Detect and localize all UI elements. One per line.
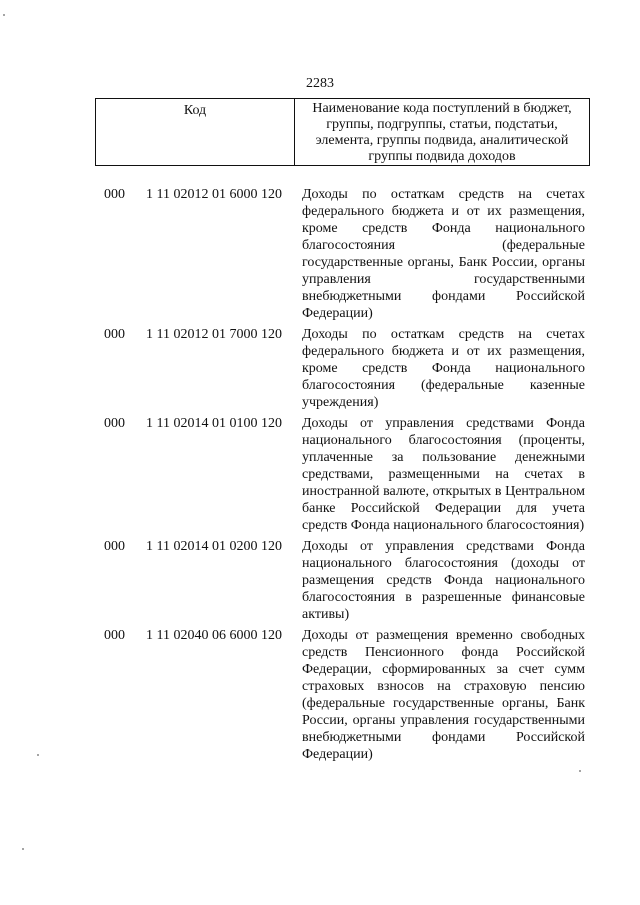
table-row xyxy=(0,186,640,322)
budget-code: 1 11 02040 06 6000 120 xyxy=(146,628,282,643)
scan-speck xyxy=(22,848,24,850)
income-code-list xyxy=(0,186,640,763)
admin-code: 000 xyxy=(104,187,125,202)
admin-code: 000 xyxy=(104,327,125,342)
header-code-cell: Код xyxy=(96,99,295,166)
admin-code: 000 xyxy=(104,416,125,431)
scan-speck xyxy=(37,754,39,756)
table-row xyxy=(0,415,640,534)
table-row xyxy=(0,538,640,623)
budget-code: 1 11 02012 01 6000 120 xyxy=(146,187,282,202)
budget-code: 1 11 02014 01 0200 120 xyxy=(146,539,282,554)
code-description: Доходы по остаткам средств на счетах федерального бюджета и от их размещения, кроме средств Фонда национального благосостояния (федеральные государственные органы, Банк России, органы управления государственными внебюджетными фондами Российской Федерации) xyxy=(302,187,585,321)
code-description: Доходы от управления средствами Фонда национального благосостояния (доходы от размещения средств Фонда национального благосостояния в разрешенные финансовые активы) xyxy=(302,539,585,622)
code-description: Доходы от управления средствами Фонда национального благосостояния (проценты, уплаченные за пользование денежными средствами, размещенными на счетах в иностранной валюте, открытых в Центральном банке Российской Федерации для учета средств Фонда национального благосостояния) xyxy=(302,416,585,533)
table-row xyxy=(0,326,640,411)
admin-code: 000 xyxy=(104,628,125,643)
page-number: 2283 xyxy=(306,76,334,91)
code-description: Доходы по остаткам средств на счетах федерального бюджета и от их размещения, кроме средств Фонда национального благосостояния (федеральные казенные учреждения) xyxy=(302,327,585,410)
admin-code: 000 xyxy=(104,539,125,554)
budget-code: 1 11 02014 01 0100 120 xyxy=(146,416,282,431)
scan-speck xyxy=(3,14,5,16)
scan-speck xyxy=(579,770,581,772)
table-header xyxy=(95,98,590,166)
header-name-cell: Наименование кода поступлений в бюджет, группы, подгруппы, статьи, подстатьи, элемента, группы подвида, аналитической группы подвида доходов xyxy=(295,99,590,166)
code-description: Доходы от размещения временно свободных средств Пенсионного фонда Российской Федерации, сформированных за счет сумм страховых взносов на страховую пенсию (федеральные государственные органы, Банк России, органы управления государственными внебюджетными фондами Российской Федерации) xyxy=(302,628,585,762)
table-row xyxy=(0,627,640,763)
budget-code: 1 11 02012 01 7000 120 xyxy=(146,327,282,342)
